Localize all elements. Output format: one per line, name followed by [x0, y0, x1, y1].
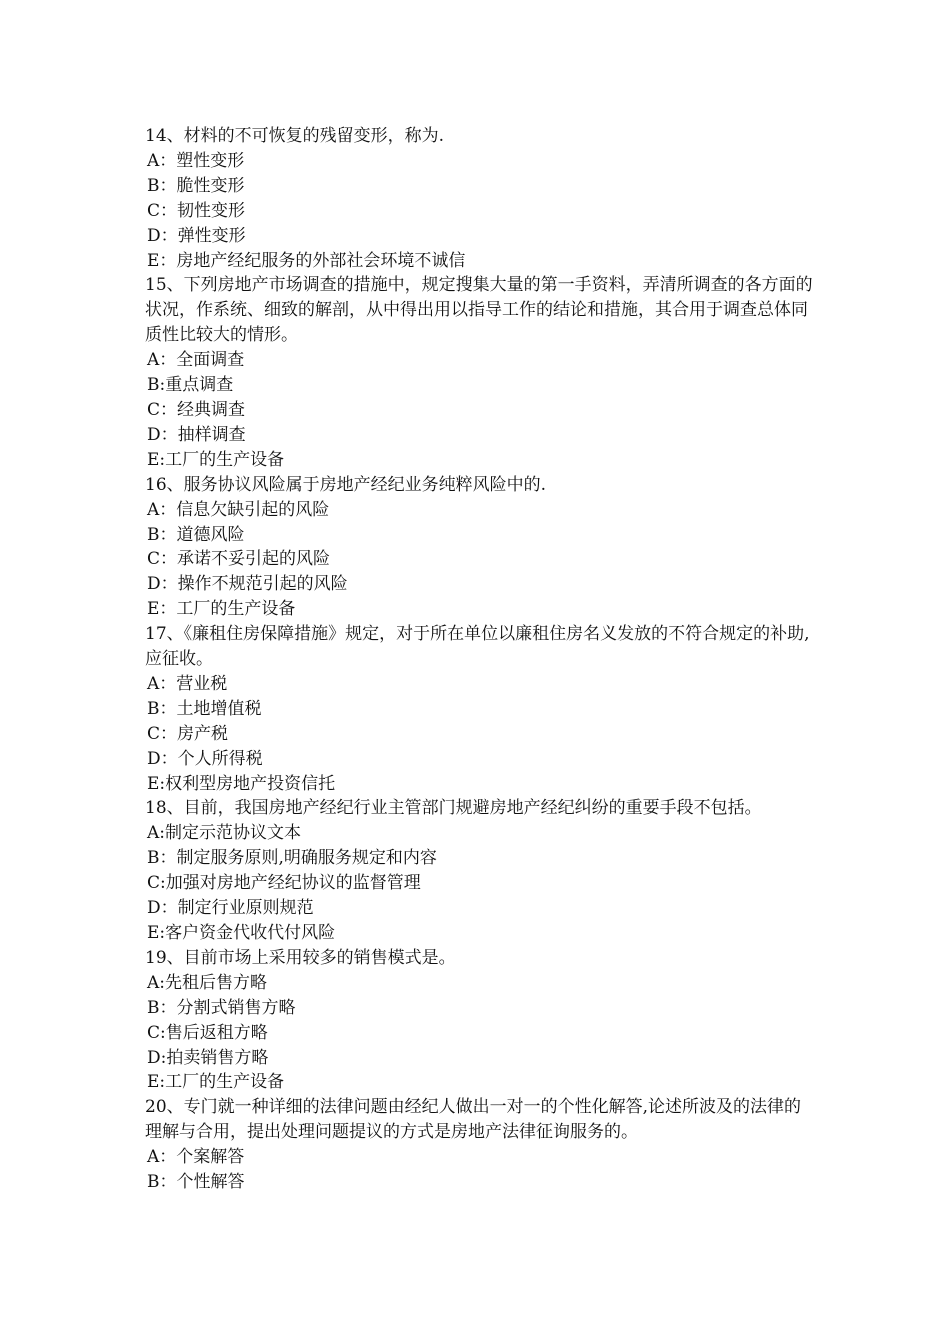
option-a: A:先租后售方略: [147, 972, 268, 993]
option-a: A：营业税: [147, 673, 228, 694]
question-text: 19、目前市场上采用较多的销售模式是。: [145, 947, 456, 968]
option-e: E:工厂的生产设备: [147, 449, 285, 470]
option-d: D：个人所得税: [147, 748, 263, 769]
option-d: D:拍卖销售方略: [147, 1047, 269, 1068]
option-b: B：制定服务原则,明确服务规定和内容: [147, 848, 437, 869]
question-14: [145, 124, 815, 273]
option-b: B：个性解答: [147, 1172, 245, 1193]
option-e: E:工厂的生产设备: [147, 1072, 285, 1093]
option-e: E:权利型房地产投资信托: [147, 773, 336, 794]
question-text: 16、服务协议风险属于房地产经纪业务纯粹风险中的.: [145, 474, 547, 495]
question-text: 14、材料的不可恢复的残留变形，称为.: [145, 126, 445, 146]
option-d: D：制定行业原则规范: [147, 898, 314, 919]
question-text: 15、下列房地产市场调查的措施中，规定搜集大量的第一手资料，弄清所调查的各方面的状况，作系统、细致的解剖，从中得出用以指导工作的结论和措施，其合用于调查总体同质性比较大的情形。: [145, 275, 813, 346]
option-b: B：土地增值税: [147, 698, 262, 719]
question-17: [145, 622, 815, 796]
option-a: A：信息欠缺引起的风险: [147, 499, 330, 520]
option-b: B：脆性变形: [147, 175, 245, 196]
question-20: [145, 1095, 815, 1195]
question-15: [145, 273, 815, 472]
option-b: B：分割式销售方略: [147, 997, 296, 1018]
option-b: B:重点调查: [147, 375, 234, 396]
option-d: D：抽样调查: [147, 424, 246, 445]
option-a: A:制定示范协议文本: [147, 823, 302, 844]
question-text: 18、目前，我国房地产经纪行业主管部门规避房地产经纪纠纷的重要手段不包括。: [145, 798, 762, 819]
question-16: [145, 473, 815, 622]
option-c: C：经典调查: [147, 399, 246, 420]
option-b: B：道德风险: [147, 524, 245, 545]
question-text: 17、《廉租住房保障措施》规定，对于所在单位以廉租住房名义发放的不符合规定的补助,应征收。: [145, 624, 810, 670]
option-c: C：承诺不妥引起的风险: [147, 549, 331, 570]
option-d: D：操作不规范引起的风险: [147, 574, 348, 595]
option-a: A：全面调查: [147, 350, 245, 371]
option-a: A：塑性变形: [147, 150, 245, 171]
option-e: E：房地产经纪服务的外部社会环境不诚信: [147, 250, 466, 271]
option-e: E：工厂的生产设备: [147, 599, 296, 620]
document-content: [145, 124, 815, 1195]
question-text: 20、专门就一种详细的法律问题由经纪人做出一对一的个性化解答,论述所波及的法律的理解与合用，提出处理问题提议的方式是房地产法律征询服务的。: [145, 1097, 802, 1143]
option-c: C:售后返租方略: [147, 1022, 268, 1043]
option-a: A：个案解答: [147, 1147, 245, 1168]
option-d: D：弹性变形: [147, 225, 246, 246]
question-19: [145, 946, 815, 1095]
question-18: [145, 796, 815, 945]
option-c: C：韧性变形: [147, 200, 246, 221]
option-e: E:客户资金代收代付风险: [147, 923, 336, 943]
option-c: C:加强对房地产经纪协议的监督管理: [147, 873, 421, 894]
option-c: C：房产税: [147, 723, 229, 744]
